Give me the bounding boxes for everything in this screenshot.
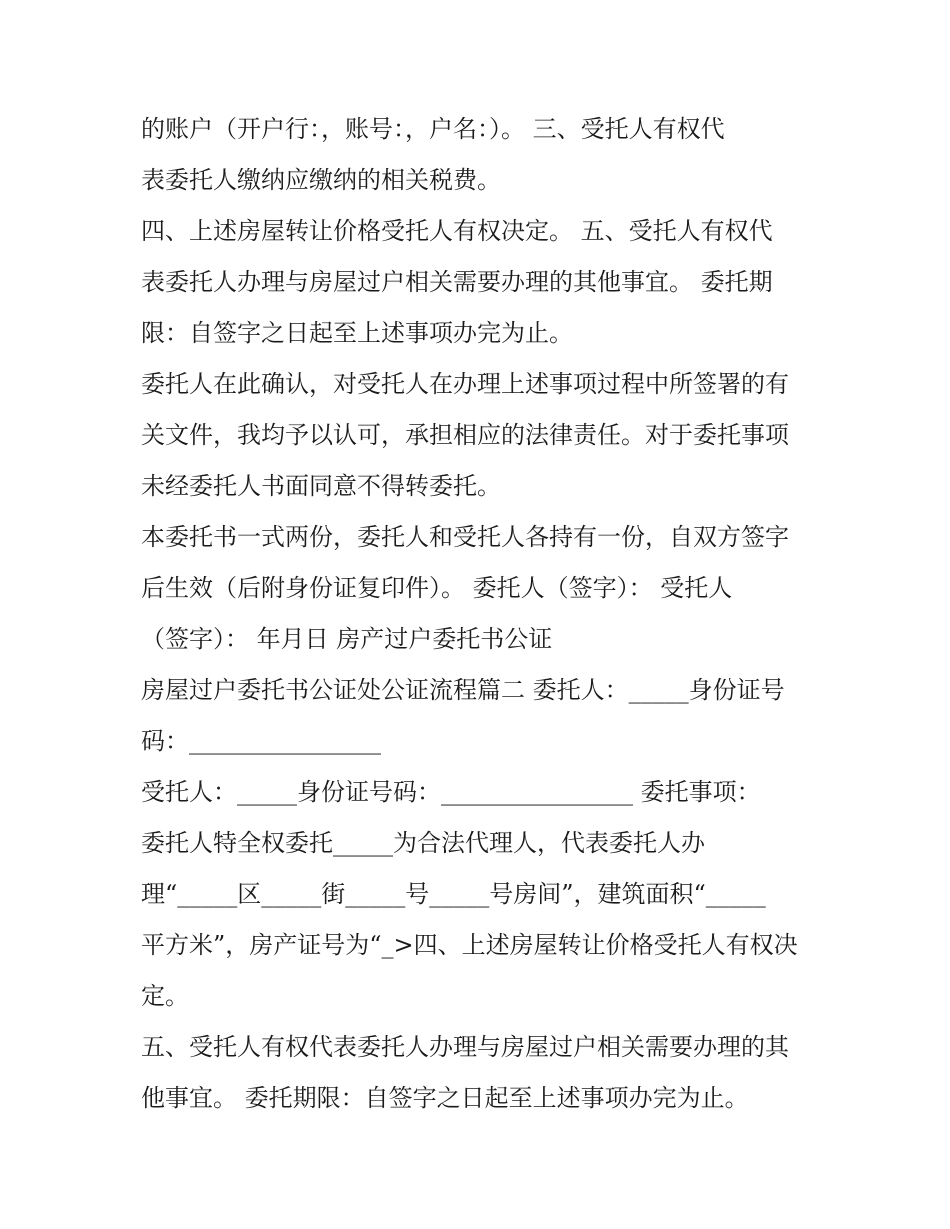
text-line: 房屋过户委托书公证处公证流程篇二 委托人：_____身份证号 [141, 676, 785, 704]
text-line: 的账户（开户行：，账号：，户名：）。 三、受托人有权代 [141, 115, 725, 143]
text-line: （签字）： 年月日 房产过户委托书公证 [141, 625, 553, 653]
text-line: 码：________________ [141, 727, 381, 755]
text-line: 后生效（后附身份证复印件）。 委托人（签字）： 受托人 [141, 574, 733, 602]
text-line: 关文件，我均予以认可，承担相应的法律责任。对于委托事项 [141, 421, 789, 449]
text-line: 他事宜。 委托期限：自签字之日起至上述事项办完为止。 [141, 1084, 749, 1112]
text-line: 理“_____区_____街_____号_____号房间”，建筑面积“_____ [141, 880, 766, 908]
text-line: 未经委托人书面同意不得转委托。 [141, 472, 501, 500]
text-line: 平方米”，房产证号为“_>四、上述房屋转让价格受托人有权决 [141, 931, 798, 959]
text-line: 五、受托人有权代表委托人办理与房屋过户相关需要办理的其 [141, 1033, 789, 1061]
text-line: 四、上述房屋转让价格受托人有权决定。 五、受托人有权代 [141, 217, 773, 245]
text-line: 限：自签字之日起至上述事项办完为止。 [141, 319, 573, 347]
document-body [141, 104, 821, 1124]
text-line: 表委托人缴纳应缴纳的相关税费。 [141, 166, 501, 194]
text-line: 受托人：_____身份证号码：________________ 委托事项： [141, 778, 761, 806]
text-line: 表委托人办理与房屋过户相关需要办理的其他事宜。 委托期 [141, 268, 773, 296]
text-line: 委托人特全权委托_____为合法代理人，代表委托人办 [141, 829, 705, 857]
text-line: 定。 [141, 982, 189, 1010]
text-line: 委托人在此确认，对受托人在办理上述事项过程中所签署的有 [141, 370, 789, 398]
text-line: 本委托书一式两份，委托人和受托人各持有一份，自双方签字 [141, 523, 789, 551]
